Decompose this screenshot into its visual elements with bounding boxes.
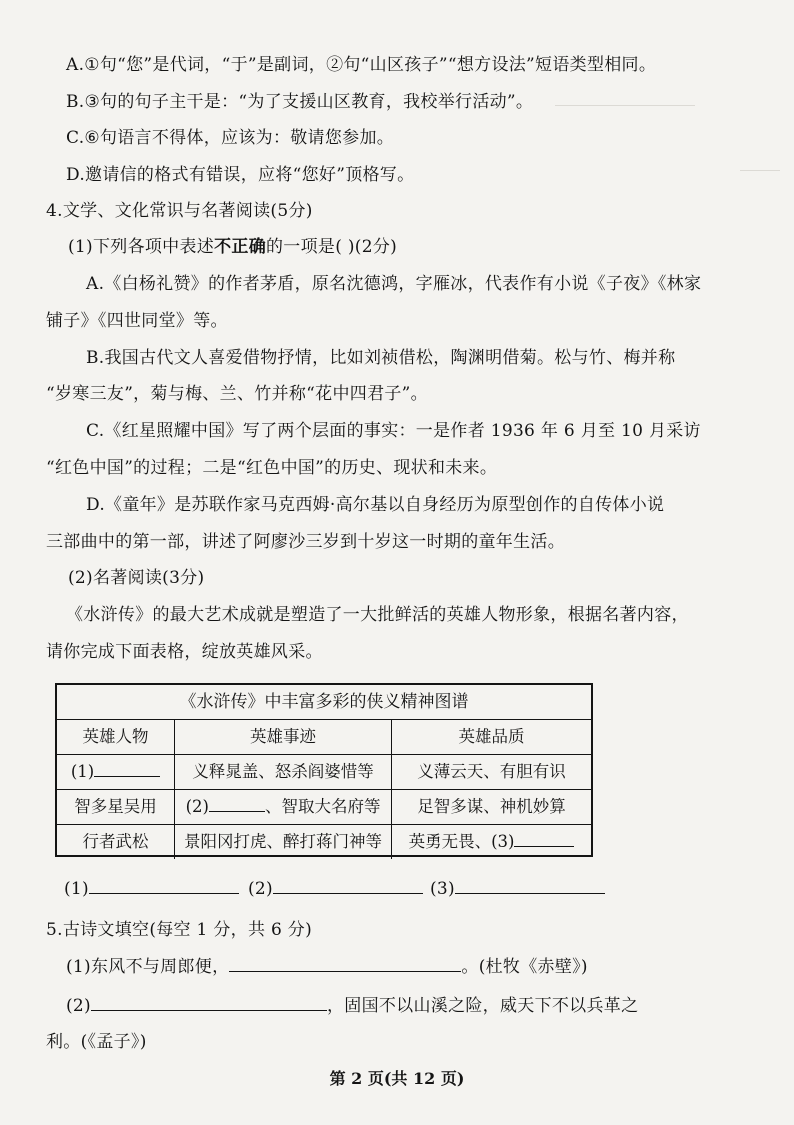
row3-hero: 行者武松 bbox=[57, 825, 175, 859]
q4-option-b-line1: B.我国古代文人喜爱借物抒情，比如刘祯借松，陶渊明借菊。松与竹、梅并称 bbox=[86, 348, 676, 368]
answer-3-number: (3) bbox=[430, 879, 455, 899]
q4-intro-line1: 《水浒传》的最大艺术成就是塑造了一大批鲜活的英雄人物形象，根据名著内容， bbox=[66, 605, 689, 625]
row3-quality-blank[interactable] bbox=[514, 830, 574, 847]
row1-hero-blank[interactable] bbox=[94, 760, 160, 777]
q5-line2-suffix: ，固国不以山溪之险，威天下不以兵革之 bbox=[326, 996, 639, 1016]
row2-deed-text: 、智取大名府等 bbox=[264, 797, 381, 816]
answer-line-3 bbox=[430, 877, 605, 900]
q5-line3: 利。(《孟子》) bbox=[46, 1032, 147, 1052]
row1-hero bbox=[57, 755, 175, 789]
row1-deed: 义释晁盖、怒杀阎婆惜等 bbox=[175, 755, 392, 789]
table-row bbox=[57, 790, 591, 825]
q5-line1-suffix: 。(杜牧《赤壁》) bbox=[461, 957, 588, 977]
q3-option-c: C.⑥句语言不得体，应该为：敬请您参加。 bbox=[66, 128, 395, 148]
q5-line1 bbox=[66, 955, 588, 978]
q4-option-d-line1: D.《童年》是苏联作家马克西姆·高尔基以自身经历为原型创作的自传体小说 bbox=[86, 495, 665, 515]
row3-quality bbox=[392, 825, 591, 859]
header-quality: 英雄品质 bbox=[458, 727, 525, 746]
table-header-row bbox=[57, 720, 591, 755]
q4-sub1-tail: 的一项是( )(2分) bbox=[266, 237, 398, 257]
row2-deed-blank[interactable] bbox=[209, 795, 265, 812]
row1-quality: 义薄云天、有胆有识 bbox=[417, 762, 566, 781]
bleed-through-mark bbox=[740, 160, 780, 171]
q4-option-b-line2: “岁寒三友”，菊与梅、兰、竹并称“花中四君子”。 bbox=[46, 384, 428, 404]
table-caption: 《水浒传》中丰富多彩的侠义精神图谱 bbox=[57, 685, 591, 720]
row3-deed: 景阳冈打虎、醉打蒋门神等 bbox=[175, 825, 392, 859]
q4-sub1-text: (1)下列各项中表述 bbox=[68, 237, 215, 257]
q4-option-a-line1: A.《白杨礼赞》的作者茅盾，原名沈德鸿，字雁冰，代表作有小说《子夜》《林家 bbox=[86, 274, 702, 294]
answer-1-blank[interactable] bbox=[89, 877, 239, 894]
q4-sub2: (2)名著阅读(3分) bbox=[68, 568, 205, 588]
q5-heading: 5.古诗文填空(每空 1 分，共 6 分) bbox=[46, 920, 313, 940]
q4-heading: 4.文学、文化常识与名著阅读(5分) bbox=[46, 201, 313, 221]
answer-3-blank[interactable] bbox=[455, 877, 605, 894]
q4-option-c-line1: C.《红星照耀中国》写了两个层面的事实：一是作者 1936 年 6 月至 10 月采访 bbox=[86, 421, 701, 441]
q4-option-d-line2: 三部曲中的第一部，讲述了阿廖沙三岁到十岁这一时期的童年生活。 bbox=[46, 532, 565, 552]
header-hero: 英雄人物 bbox=[57, 720, 175, 754]
q3-option-b: B.③句的句子主干是：“为了支援山区教育，我校举行活动”。 bbox=[66, 92, 534, 112]
q5-line2 bbox=[66, 994, 638, 1017]
row2-quality: 足智多谋、神机妙算 bbox=[417, 797, 566, 816]
bleed-through-mark bbox=[555, 95, 695, 106]
q4-option-c-line2: “红色中国”的过程；二是“红色中国”的历史、现状和未来。 bbox=[46, 458, 498, 478]
row3-quality-text: 英勇无畏、(3) bbox=[408, 832, 515, 851]
q5-line2-prefix: (2) bbox=[66, 996, 91, 1016]
table-row bbox=[57, 825, 591, 859]
row2-deed-number: (2) bbox=[185, 797, 209, 816]
heroes-table bbox=[55, 683, 593, 857]
answer-2-blank[interactable] bbox=[273, 877, 423, 894]
answer-1-number: (1) bbox=[64, 879, 89, 899]
q5-line2-blank[interactable] bbox=[91, 994, 327, 1011]
row2-hero: 智多星吴用 bbox=[57, 790, 175, 824]
q4-option-a-line2: 铺子》《四世同堂》等。 bbox=[46, 311, 228, 331]
row2-deed bbox=[175, 790, 392, 824]
header-deed: 英雄事迹 bbox=[175, 720, 392, 754]
q3-option-a: A.①句“您”是代词，“于”是副词，②句“山区孩子”“想方设法”短语类型相同。 bbox=[66, 55, 657, 75]
page-footer: 第 2 页(共 12 页) bbox=[329, 1069, 465, 1088]
q5-line1-prefix: (1)东风不与周郎便， bbox=[66, 957, 230, 977]
answer-line-1 bbox=[64, 877, 239, 900]
q4-sub1 bbox=[68, 236, 397, 258]
q5-line1-blank[interactable] bbox=[229, 955, 461, 972]
q4-sub1-emphasis: 不正确 bbox=[214, 237, 266, 257]
table-row bbox=[57, 755, 591, 790]
answer-line-2 bbox=[248, 877, 423, 900]
q3-option-d: D.邀请信的格式有错误，应将“您好”顶格写。 bbox=[66, 165, 415, 185]
q4-intro-line2: 请你完成下面表格，绽放英雄风采。 bbox=[46, 642, 323, 662]
answer-2-number: (2) bbox=[248, 879, 273, 899]
row1-hero-number: (1) bbox=[70, 762, 95, 781]
